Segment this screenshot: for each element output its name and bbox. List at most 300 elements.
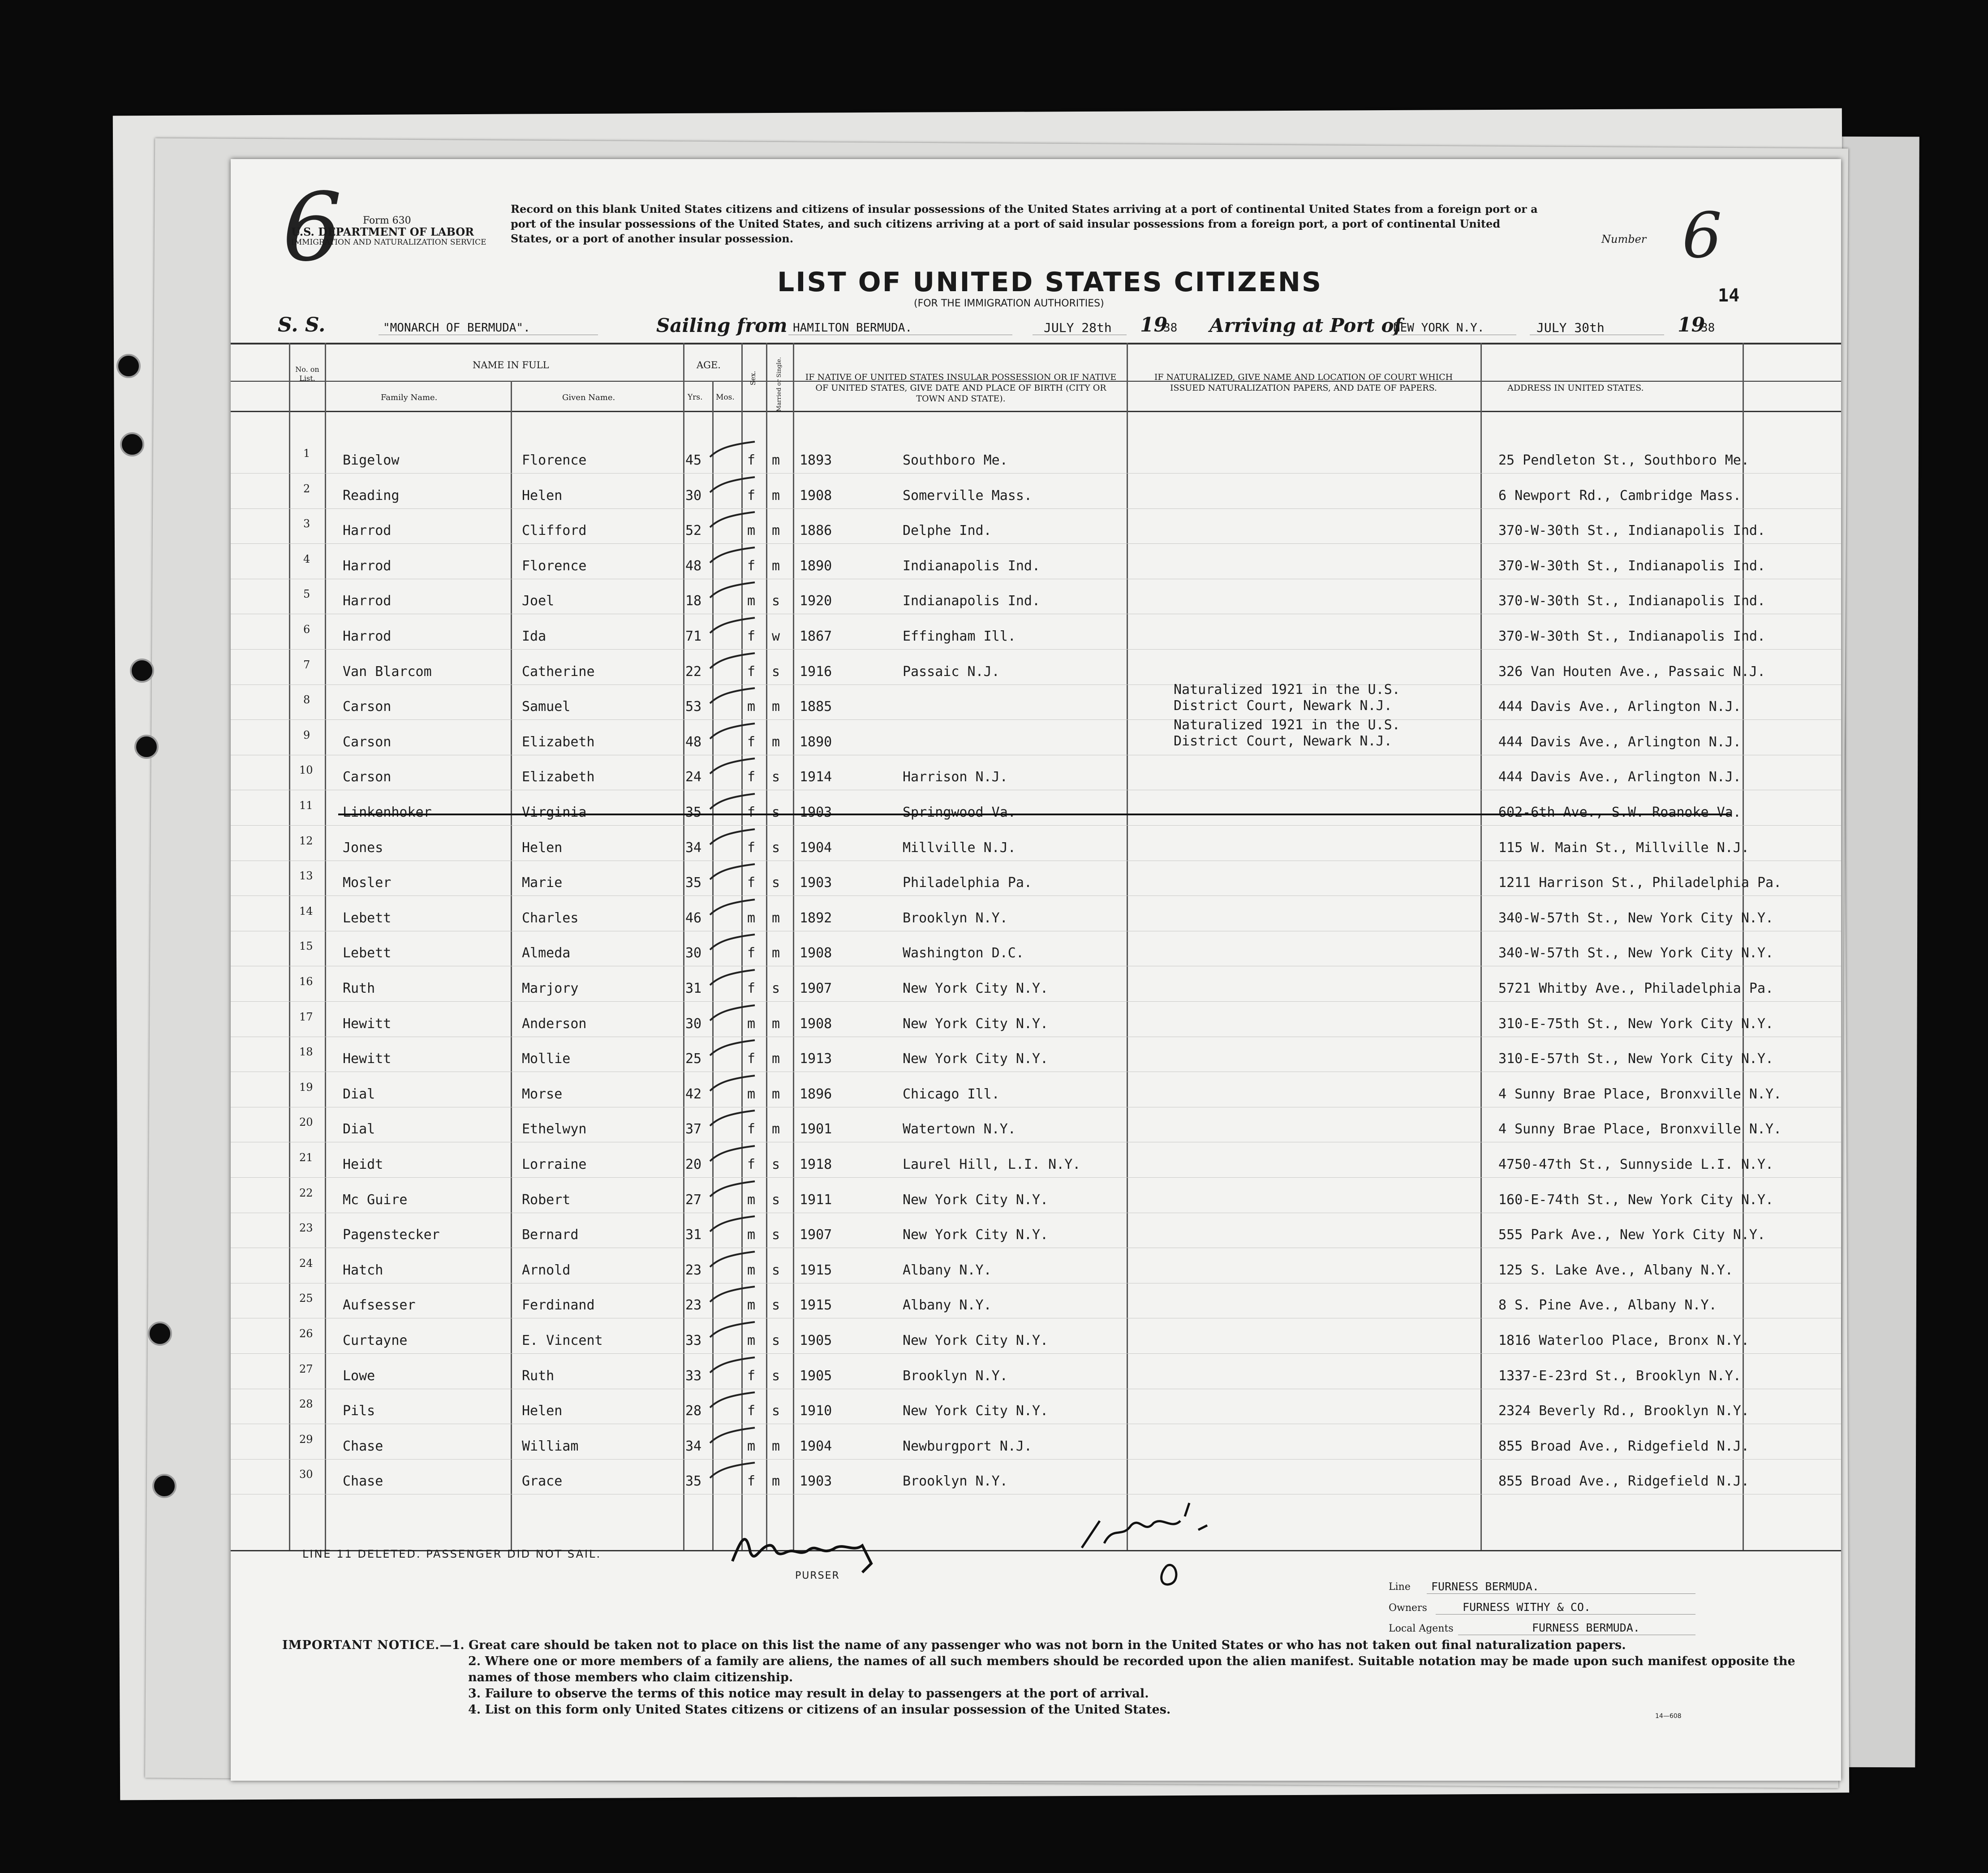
cell-age: 33	[685, 1333, 702, 1348]
ss-label: S. S.	[278, 314, 326, 336]
cell-place: Watertown N.Y.	[903, 1121, 1016, 1137]
cell-no: 9	[303, 729, 310, 741]
col-header-given: Given Name.	[562, 393, 615, 402]
col-header-family: Family Name.	[381, 393, 438, 402]
cell-sex: f	[747, 840, 756, 856]
cell-ms: s	[772, 593, 780, 609]
cell-sex: f	[747, 558, 756, 574]
cell-year: 1867	[800, 629, 832, 644]
check-tick-mark	[706, 439, 759, 461]
cell-ms: s	[772, 840, 780, 856]
cell-given: Helen	[522, 488, 563, 504]
cell-given: William	[522, 1438, 579, 1454]
cell-age: 30	[685, 945, 702, 961]
cell-no: 11	[299, 799, 313, 812]
cell-sex: f	[747, 875, 756, 891]
cell-ms: w	[772, 629, 780, 644]
cell-sex: f	[747, 629, 756, 644]
cell-age: 45	[685, 452, 702, 468]
cell-year: 1910	[800, 1403, 832, 1419]
check-tick-mark	[706, 580, 759, 602]
check-tick-mark	[706, 1355, 759, 1377]
cell-ms: m	[772, 1016, 780, 1032]
check-tick-mark	[706, 685, 759, 708]
cell-no: 18	[299, 1046, 313, 1058]
cell-year: 1907	[800, 981, 832, 996]
cell-address: 602-6th Ave., S.W. Roanoke Va.	[1498, 805, 1741, 820]
check-tick-mark	[706, 756, 759, 778]
cell-year: 1920	[800, 593, 832, 609]
cell-no: 12	[299, 835, 313, 847]
cell-year: 1886	[800, 523, 832, 538]
cell-year: 1901	[800, 1121, 832, 1137]
cell-sex: m	[747, 1297, 756, 1313]
cell-sex: f	[747, 805, 756, 820]
cell-sex: m	[747, 1227, 756, 1243]
cell-ms: m	[772, 1473, 780, 1489]
check-tick-mark	[706, 967, 759, 990]
cell-no: 23	[299, 1222, 313, 1234]
cell-year: 1918	[800, 1157, 832, 1172]
cell-age: 22	[685, 664, 702, 680]
sailing-from: HAMILTON BERMUDA.	[793, 321, 912, 335]
cell-sex: f	[747, 769, 756, 785]
cell-address: 4 Sunny Brae Place, Bronxville N.Y.	[1498, 1086, 1782, 1102]
form-number: Form 630	[363, 215, 411, 226]
cell-given: E. Vincent	[522, 1333, 603, 1348]
notice-3: 3. Failure to observe the terms of this notice may result in delay to passengers at the port of arrival.	[468, 1687, 1149, 1701]
col-header-mos: Mos.	[716, 393, 735, 402]
cell-address: 1337-E-23rd St., Brooklyn N.Y.	[1498, 1368, 1741, 1384]
cell-address: 370-W-30th St., Indianapolis Ind.	[1498, 593, 1766, 609]
cell-family: Linkenhoker	[343, 805, 432, 820]
col-header-yrs: Yrs.	[688, 393, 703, 402]
cell-family: Harrod	[343, 593, 392, 609]
cell-age: 35	[685, 875, 702, 891]
cell-sex: f	[747, 664, 756, 680]
cell-no: 26	[299, 1327, 313, 1340]
cell-sex: f	[747, 1051, 756, 1067]
check-tick-mark	[706, 1390, 759, 1412]
cell-sex: f	[747, 981, 756, 996]
cell-family: Harrod	[343, 523, 392, 538]
page-title: LIST OF UNITED STATES CITIZENS	[777, 267, 1323, 298]
cell-place: Millville N.J.	[903, 840, 1016, 856]
cell-year: 1915	[800, 1297, 832, 1313]
cell-address: 555 Park Ave., New York City N.Y.	[1498, 1227, 1766, 1243]
cell-place: Philadelphia Pa.	[903, 875, 1032, 891]
row-rule	[231, 719, 1841, 720]
cell-year: 1908	[800, 1016, 832, 1032]
cell-ms: m	[772, 558, 780, 574]
cell-ms: s	[772, 664, 780, 680]
cell-ms: s	[772, 805, 780, 820]
cell-no: 6	[303, 623, 310, 636]
cell-year: 1903	[800, 1473, 832, 1489]
cell-given: Mollie	[522, 1051, 571, 1067]
cell-ms: m	[772, 1121, 780, 1137]
col-header-address: ADDRESS IN UNITED STATES.	[1507, 383, 1644, 393]
cell-no: 14	[299, 905, 313, 917]
cell-given: Samuel	[522, 699, 571, 715]
cell-ms: m	[772, 699, 780, 715]
cell-age: 23	[685, 1262, 702, 1278]
cell-sex: f	[747, 1403, 756, 1419]
cell-no: 2	[303, 482, 310, 495]
cell-place: Laurel Hill, L.I. N.Y.	[903, 1157, 1081, 1172]
cell-no: 29	[299, 1433, 313, 1446]
cell-no: 1	[303, 447, 310, 460]
check-tick-mark	[706, 1460, 759, 1482]
cell-age: 30	[685, 488, 702, 504]
cell-address: 370-W-30th St., Indianapolis Ind.	[1498, 523, 1766, 538]
arriving-year-prefix: 19	[1678, 314, 1705, 336]
cell-year: 1893	[800, 452, 832, 468]
check-tick-mark	[706, 861, 759, 884]
cell-year: 1890	[800, 734, 832, 750]
owners-value: FURNESS WITHY & CO.	[1463, 1601, 1591, 1614]
cell-given: Joel	[522, 593, 555, 609]
cell-place: Passaic N.J.	[903, 664, 1000, 680]
cell-year: 1890	[800, 558, 832, 574]
cell-ms: m	[772, 523, 780, 538]
cell-age: 35	[685, 805, 702, 820]
cell-address: 25 Pendleton St., Southboro Me.	[1498, 452, 1749, 468]
cell-given: Anderson	[522, 1016, 587, 1032]
cell-family: Van Blarcom	[343, 664, 432, 680]
cell-family: Harrod	[343, 629, 392, 644]
cell-sex: m	[747, 1438, 756, 1454]
cell-sex: f	[747, 452, 756, 468]
col-header-married-single: Married or Single.	[776, 357, 783, 412]
page-subtitle: (FOR THE IMMIGRATION AUTHORITIES)	[914, 298, 1104, 309]
cell-sex: m	[747, 523, 756, 538]
row-rule	[231, 825, 1841, 826]
cell-sex: m	[747, 1262, 756, 1278]
cell-address: 444 Davis Ave., Arlington N.J.	[1498, 699, 1741, 715]
col-header-name-in-full: NAME IN FULL	[473, 360, 549, 370]
col-header-birth: IF NATIVE OF UNITED STATES INSULAR POSSESSION OR IF NATIVE OF UNITED STATES, GIVE DATE AND PLACE OF BIRTH (CITY OR TOWN AND STATE).	[805, 372, 1117, 404]
cell-naturalization: Naturalized 1921 in the U.S. District Court, Newark N.J.	[1174, 682, 1400, 714]
col-header-sex: Sex.	[749, 370, 757, 386]
handwritten-list-number: 6	[282, 172, 342, 282]
cell-place: Somerville Mass.	[903, 488, 1032, 504]
cell-given: Almeda	[522, 945, 571, 961]
cell-no: 5	[303, 588, 310, 600]
cell-given: Catherine	[522, 664, 595, 680]
agents-label: Local Agents	[1389, 1623, 1454, 1634]
cell-age: 24	[685, 769, 702, 785]
cell-year: 1908	[800, 488, 832, 504]
cell-family: Pils	[343, 1403, 375, 1419]
cell-family: Aufsesser	[343, 1297, 416, 1313]
cell-given: Charles	[522, 910, 579, 926]
cell-family: Carson	[343, 699, 392, 715]
deleted-line-note: LINE 11 DELETED. PASSENGER DID NOT SAIL.	[302, 1548, 602, 1560]
cell-no: 8	[303, 693, 310, 706]
cell-ms: s	[772, 1333, 780, 1348]
cell-age: 20	[685, 1157, 702, 1172]
arriving-date: JULY 30th	[1536, 320, 1605, 335]
binder-hole	[116, 354, 141, 378]
cell-address: 4750-47th St., Sunnyside L.I. N.Y.	[1498, 1157, 1774, 1172]
check-tick-mark	[706, 1284, 759, 1306]
cell-age: 18	[685, 593, 702, 609]
cell-given: Elizabeth	[522, 769, 595, 785]
cell-age: 52	[685, 523, 702, 538]
cell-year: 1904	[800, 1438, 832, 1454]
cell-place: New York City N.Y.	[903, 1051, 1049, 1067]
cell-age: 53	[685, 699, 702, 715]
cell-place: Harrison N.J.	[903, 769, 1008, 785]
cell-given: Grace	[522, 1473, 563, 1489]
cell-naturalization: Naturalized 1921 in the U.S. District Court, Newark N.J.	[1174, 717, 1400, 749]
cell-given: Robert	[522, 1192, 571, 1208]
page-number: 14	[1718, 285, 1740, 306]
check-tick-mark	[706, 827, 759, 849]
cell-year: 1905	[800, 1333, 832, 1348]
cell-age: 48	[685, 734, 702, 750]
cell-ms: s	[772, 1157, 780, 1172]
cell-ms: m	[772, 1438, 780, 1454]
sailing-year-prefix: 19	[1140, 314, 1168, 336]
cell-sex: m	[747, 1192, 756, 1208]
row-rule	[231, 1459, 1841, 1460]
sailing-date: JULY 28th	[1044, 320, 1112, 335]
cell-given: Ida	[522, 629, 546, 644]
cell-family: Dial	[343, 1086, 375, 1102]
cell-age: 35	[685, 1473, 702, 1489]
cell-place: Delphe Ind.	[903, 523, 992, 538]
cell-year: 1914	[800, 769, 832, 785]
inspector-signature	[1073, 1498, 1221, 1593]
cell-family: Harrod	[343, 558, 392, 574]
cell-family: Carson	[343, 734, 392, 750]
cell-year: 1908	[800, 945, 832, 961]
check-tick-mark	[706, 932, 759, 954]
check-tick-mark	[706, 650, 759, 673]
cell-age: 28	[685, 1403, 702, 1419]
cell-place: Washington D.C.	[903, 945, 1024, 961]
cell-no: 19	[299, 1081, 313, 1094]
row-rule	[231, 508, 1841, 509]
notice-4: 4. List on this form only United States citizens or citizens of an insular possession of the United States.	[468, 1703, 1171, 1717]
cell-address: 444 Davis Ave., Arlington N.J.	[1498, 734, 1741, 750]
cell-address: 4 Sunny Brae Place, Bronxville N.Y.	[1498, 1121, 1782, 1137]
check-tick-mark	[706, 1143, 759, 1166]
check-tick-mark	[706, 1003, 759, 1025]
col-header-age: AGE.	[697, 360, 721, 370]
cell-family: Heidt	[343, 1157, 383, 1172]
cell-given: Ethelwyn	[522, 1121, 587, 1137]
binder-hole	[120, 432, 144, 456]
form-code: 14—608	[1655, 1713, 1682, 1720]
cell-no: 28	[299, 1398, 313, 1410]
cell-address: 855 Broad Ave., Ridgefield N.J.	[1498, 1473, 1749, 1489]
cell-place: Brooklyn N.Y.	[903, 910, 1008, 926]
cell-sex: m	[747, 593, 756, 609]
cell-age: 34	[685, 1438, 702, 1454]
cell-address: 310-E-75th St., New York City N.Y.	[1498, 1016, 1774, 1032]
line-label: Line	[1389, 1581, 1411, 1593]
cell-address: 310-E-57th St., New York City N.Y.	[1498, 1051, 1774, 1067]
cell-given: Virginia	[522, 805, 587, 820]
check-tick-mark	[706, 615, 759, 637]
cell-ms: m	[772, 452, 780, 468]
cell-family: Mosler	[343, 875, 392, 891]
cell-year: 1913	[800, 1051, 832, 1067]
cell-sex: f	[747, 734, 756, 750]
cell-place: New York City N.Y.	[903, 1192, 1049, 1208]
cell-ms: m	[772, 488, 780, 504]
cell-family: Pagenstecker	[343, 1227, 440, 1243]
sailing-label: Sailing from	[656, 314, 787, 336]
cell-year: 1885	[800, 699, 832, 715]
cell-given: Marjory	[522, 981, 579, 996]
check-tick-mark	[706, 1038, 759, 1060]
cell-given: Helen	[522, 1403, 563, 1419]
cell-ms: s	[772, 1368, 780, 1384]
cell-sex: m	[747, 1016, 756, 1032]
cell-no: 24	[299, 1257, 313, 1270]
binder-hole	[130, 659, 154, 683]
cell-family: Hewitt	[343, 1016, 392, 1032]
cell-no: 3	[303, 517, 310, 530]
sailing-year: 38	[1163, 321, 1178, 335]
cell-ms: m	[772, 910, 780, 926]
cell-ms: m	[772, 945, 780, 961]
cell-family: Mc Guire	[343, 1192, 408, 1208]
cell-place: Albany N.Y.	[903, 1297, 992, 1313]
cell-given: Florence	[522, 558, 587, 574]
cell-age: 46	[685, 910, 702, 926]
cell-address: 855 Broad Ave., Ridgefield N.J.	[1498, 1438, 1749, 1454]
cell-sex: m	[747, 699, 756, 715]
cell-ms: s	[772, 1297, 780, 1313]
notice-title: IMPORTANT NOTICE.	[282, 1638, 440, 1652]
col-header-naturalized: IF NATURALIZED, GIVE NAME AND LOCATION OF COURT WHICH ISSUED NATURALIZATION PAPERS, AND DATE OF PAPERS.	[1154, 372, 1453, 393]
check-tick-mark	[706, 1319, 759, 1342]
cell-sex: m	[747, 1333, 756, 1348]
cell-family: Lebett	[343, 945, 392, 961]
row-rule	[231, 1001, 1841, 1002]
cell-given: Helen	[522, 840, 563, 856]
cell-age: 33	[685, 1368, 702, 1384]
row-rule	[231, 1353, 1841, 1354]
check-tick-mark	[706, 509, 759, 532]
cell-address: 340-W-57th St., New York City N.Y.	[1498, 910, 1774, 926]
cell-place: Newburgport N.J.	[903, 1438, 1032, 1454]
cell-family: Dial	[343, 1121, 375, 1137]
check-tick-mark	[706, 1249, 759, 1271]
arriving-port: NEW YORK N.Y.	[1393, 321, 1485, 335]
important-notice	[282, 1637, 1814, 1718]
cell-address: 6 Newport Rd., Cambridge Mass.	[1498, 488, 1741, 504]
cell-family: Curtayne	[343, 1333, 408, 1348]
row-rule	[231, 473, 1841, 474]
cell-sex: f	[747, 1121, 756, 1137]
purser-label: PURSER	[795, 1570, 840, 1581]
cell-sex: f	[747, 488, 756, 504]
row-rule	[231, 649, 1841, 650]
check-tick-mark	[706, 1073, 759, 1095]
record-instructions: Record on this blank United States citizens and citizens of insular possessions of the United States arriving at a port of continental United States from a foreign port or a port of the insular possessions of the United States, and such citizens arriving at a port of said insular possessions from a foreign port, a port of continental United States, or a port of another insular possession.	[511, 202, 1538, 245]
cell-place: Brooklyn N.Y.	[903, 1473, 1008, 1489]
cell-given: Ferdinand	[522, 1297, 595, 1313]
cell-age: 30	[685, 1016, 702, 1032]
cell-year: 1904	[800, 840, 832, 856]
cell-given: Lorraine	[522, 1157, 587, 1172]
cell-address: 340-W-57th St., New York City N.Y.	[1498, 945, 1774, 961]
cell-place: New York City N.Y.	[903, 1403, 1049, 1419]
row-rule	[231, 543, 1841, 544]
cell-address: 160-E-74th St., New York City N.Y.	[1498, 1192, 1774, 1208]
cell-no: 17	[299, 1011, 313, 1023]
cell-year: 1911	[800, 1192, 832, 1208]
cell-age: 48	[685, 558, 702, 574]
cell-ms: s	[772, 1227, 780, 1243]
cell-place: New York City N.Y.	[903, 981, 1049, 996]
arriving-year: 38	[1701, 321, 1715, 335]
cell-place: New York City N.Y.	[903, 1227, 1049, 1243]
check-tick-mark	[706, 1179, 759, 1201]
cell-year: 1916	[800, 664, 832, 680]
cell-no: 25	[299, 1292, 313, 1305]
cell-place: Chicago Ill.	[903, 1086, 1000, 1102]
cell-year: 1896	[800, 1086, 832, 1102]
agents-value: FURNESS BERMUDA.	[1532, 1621, 1640, 1634]
department-name: U.S. DEPARTMENT OF LABOR	[291, 225, 474, 238]
cell-no: 4	[303, 553, 310, 565]
cell-place: Indianapolis Ind.	[903, 593, 1041, 609]
check-tick-mark	[706, 545, 759, 567]
cell-age: 37	[685, 1121, 702, 1137]
check-tick-mark	[706, 1425, 759, 1447]
cell-year: 1903	[800, 875, 832, 891]
cell-family: Jones	[343, 840, 383, 856]
cell-given: Marie	[522, 875, 563, 891]
cell-family: Chase	[343, 1473, 383, 1489]
cell-age: 31	[685, 981, 702, 996]
cell-address: 8 S. Pine Ave., Albany N.Y.	[1498, 1297, 1717, 1313]
manifest-sheet	[231, 159, 1841, 1781]
cell-year: 1907	[800, 1227, 832, 1243]
cell-no: 16	[299, 975, 313, 988]
cell-ms: s	[772, 1192, 780, 1208]
cell-age: 71	[685, 629, 702, 644]
check-tick-mark	[706, 791, 759, 814]
binder-hole	[152, 1474, 176, 1498]
cell-place: New York City N.Y.	[903, 1016, 1049, 1032]
cell-place: Brooklyn N.Y.	[903, 1368, 1008, 1384]
number-label: Number	[1601, 233, 1647, 245]
cell-ms: s	[772, 1262, 780, 1278]
strike-through-line	[338, 814, 1731, 815]
cell-year: 1905	[800, 1368, 832, 1384]
cell-place: Southboro Me.	[903, 452, 1008, 468]
service-name: IMMIGRATION AND NATURALIZATION SERVICE	[291, 238, 486, 247]
cell-address: 5721 Whitby Ave., Philadelphia Pa.	[1498, 981, 1774, 996]
binder-hole	[134, 735, 159, 759]
cell-place: Effingham Ill.	[903, 629, 1016, 644]
check-tick-mark	[706, 474, 759, 497]
cell-place: Springwood Va.	[903, 805, 1016, 820]
cell-age: 34	[685, 840, 702, 856]
cell-no: 20	[299, 1116, 313, 1128]
cell-age: 27	[685, 1192, 702, 1208]
cell-address: 326 Van Houten Ave., Passaic N.J.	[1498, 664, 1766, 680]
check-tick-mark	[706, 721, 759, 743]
